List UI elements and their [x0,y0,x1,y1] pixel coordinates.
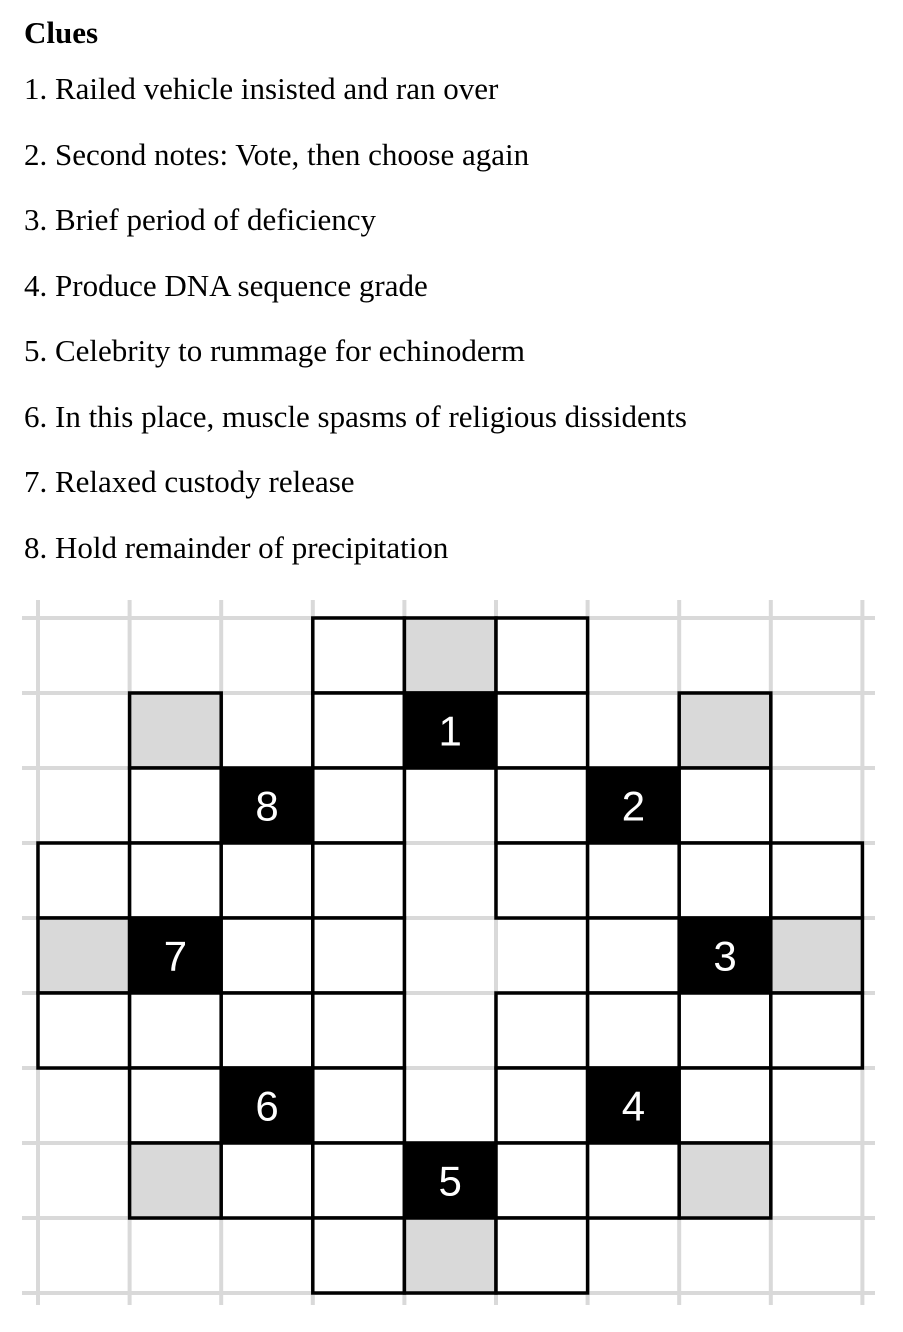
shaded-cell[interactable] [679,1143,771,1218]
shaded-cell[interactable] [38,918,130,993]
puzzle-cell[interactable] [496,993,588,1068]
clue-number-label: 6 [255,1082,279,1130]
puzzle-cell[interactable] [679,993,771,1068]
clue-number-label: 3 [713,932,737,980]
shaded-cell[interactable] [404,618,496,693]
clues-title: Clues [24,15,99,50]
puzzle-cell[interactable] [313,1068,405,1143]
puzzle-cell[interactable] [313,768,405,843]
puzzle-cell[interactable] [313,693,405,768]
puzzle-cell[interactable] [679,1068,771,1143]
puzzle-cell[interactable] [313,843,405,918]
puzzle-cell[interactable] [496,843,588,918]
puzzle-cell[interactable] [679,768,771,843]
puzzle-cell[interactable] [771,993,863,1068]
shaded-cell[interactable] [771,918,863,993]
shaded-cell[interactable] [130,1143,222,1218]
puzzle-cell[interactable] [130,993,222,1068]
puzzle-cell[interactable] [221,918,313,993]
puzzle-cell[interactable] [588,843,680,918]
puzzle-cell[interactable] [130,1068,222,1143]
clue-6: 6. In this place, muscle spasms of religious dissidents [24,398,687,434]
puzzle-cell[interactable] [588,918,680,993]
clue-3: 3. Brief period of deficiency [24,202,377,237]
puzzle-cell[interactable] [588,993,680,1068]
clue-7: 7. Relaxed custody release [24,464,355,499]
puzzle-cell[interactable] [771,843,863,918]
puzzle-cell[interactable] [313,918,405,993]
puzzle-cell[interactable] [130,843,222,918]
clue-1: 1. Railed vehicle insisted and ran over [24,71,499,106]
puzzle-cell[interactable] [221,843,313,918]
clue-2: 2. Second notes: Vote, then choose again [24,136,530,172]
clue-number-label: 2 [621,782,646,830]
clue-8: 8. Hold remainder of precipitation [24,529,449,565]
puzzle-cell[interactable] [130,768,222,843]
puzzle-cell[interactable] [496,618,588,693]
puzzle-cell[interactable] [588,1143,680,1218]
shaded-cell[interactable] [130,693,222,768]
puzzle-cell[interactable] [496,1218,588,1293]
puzzle-cell[interactable] [221,1143,313,1218]
clue-number-label: 4 [621,1082,646,1130]
clue-number-label: 7 [163,932,188,980]
puzzle-cell[interactable] [679,843,771,918]
clue-5: 5. Celebrity to rummage for echinoderm [24,333,526,368]
puzzle-cell[interactable] [496,768,588,843]
clues-panel [24,10,687,580]
puzzle-cell[interactable] [496,1143,588,1218]
puzzle-cell[interactable] [221,993,313,1068]
puzzle-cell[interactable] [313,618,405,693]
shaded-cell[interactable] [679,693,771,768]
puzzle-cell[interactable] [38,843,130,918]
puzzle-cell[interactable] [496,1068,588,1143]
clue-4: 4. Produce DNA sequence grade [24,267,428,303]
clue-number-label: 1 [438,707,462,755]
puzzle-grid [0,595,903,1315]
puzzle-cell[interactable] [313,1143,405,1218]
puzzle-cell[interactable] [313,1218,405,1293]
puzzle-cell[interactable] [313,993,405,1068]
clue-number-label: 5 [438,1157,462,1205]
puzzle-cell[interactable] [38,993,130,1068]
puzzle-cell[interactable] [496,693,588,768]
clue-number-label: 8 [255,782,279,830]
shaded-cell[interactable] [404,1218,496,1293]
